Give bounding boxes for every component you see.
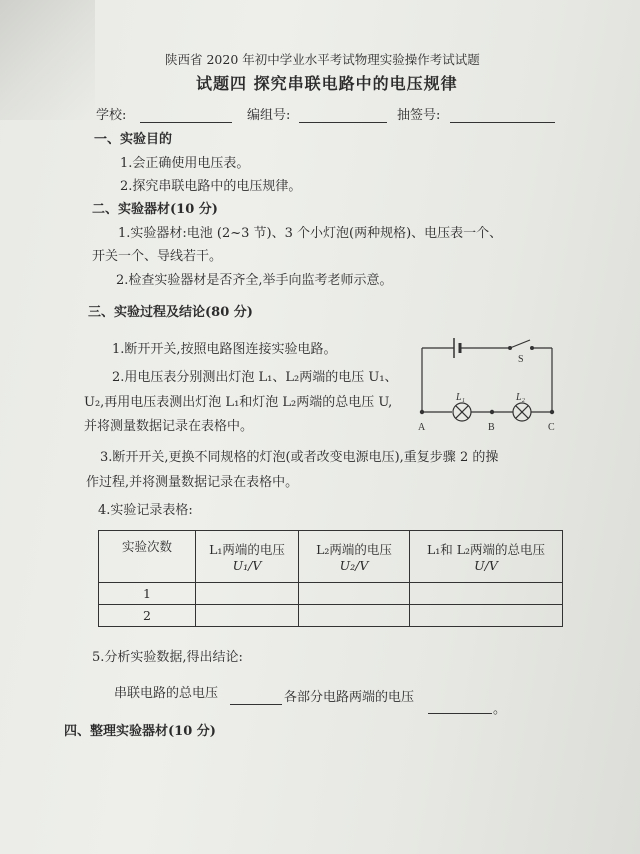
node-b: [490, 410, 494, 414]
group-blank[interactable]: [299, 122, 387, 123]
draw-label: 抽签号:: [397, 108, 441, 123]
switch-blade: [510, 340, 530, 348]
conclusion-blank-1[interactable]: [230, 704, 282, 705]
equipment-line-2: 开关一个、导线若干。: [92, 249, 223, 264]
circuit-diagram: [412, 332, 562, 436]
step-5: 5.分析实验数据,得出结论:: [92, 650, 243, 665]
node-c: [550, 410, 554, 414]
step-3-line-2: 作过程,并将测量数据记录在表格中。: [86, 475, 299, 490]
point-b-label: B: [488, 422, 495, 433]
purpose-item-2: 2.探究串联电路中的电压规律。: [120, 179, 302, 194]
table-cell-u1[interactable]: [196, 583, 299, 605]
point-c-label: C: [548, 422, 555, 433]
table-cell-u[interactable]: [410, 605, 563, 627]
step-4: 4.实验记录表格:: [98, 503, 193, 518]
section-purpose-heading: 一、实验目的: [94, 132, 173, 147]
draw-blank[interactable]: [450, 122, 555, 123]
purpose-item-1: 1.会正确使用电压表。: [120, 156, 250, 171]
table-header-cell: 实验次数: [99, 531, 196, 583]
section-cleanup-heading: 四、整理实验器材(10 分): [64, 724, 216, 739]
switch-label: S: [518, 354, 524, 365]
table-cell-u2[interactable]: [299, 583, 410, 605]
record-table: [98, 530, 563, 627]
school-blank[interactable]: [140, 122, 232, 123]
conclusion-end: 。: [493, 702, 507, 717]
table-row: [99, 605, 563, 627]
group-label: 编组号:: [247, 108, 291, 123]
table-header-cell: L₂两端的电压 U₂/V: [299, 531, 410, 583]
conclusion-text-1: 串联电路的总电压: [114, 686, 219, 701]
conclusion-blank-2[interactable]: [428, 713, 492, 714]
table-cell-trial: 1: [99, 583, 196, 605]
step-2-line-3: 并将测量数据记录在表格中。: [84, 419, 254, 434]
node-a: [420, 410, 424, 414]
step-2-line-2: U₂,再用电压表测出灯泡 L₁和灯泡 L₂两端的总电压 U,: [84, 395, 393, 410]
lamp2-label: L₂: [516, 392, 526, 403]
equipment-check: 2.检查实验器材是否齐全,举手向监考老师示意。: [116, 273, 393, 288]
step-2-line-1: 2.用电压表分别测出灯泡 L₁、L₂两端的电压 U₁、: [112, 370, 398, 385]
section-process-heading: 三、实验过程及结论(80 分): [88, 305, 253, 320]
equipment-line-1: 1.实验器材:电池 (2~3 节)、3 个小灯泡(两种规格)、电压表一个、: [118, 226, 503, 241]
table-cell-u[interactable]: [410, 583, 563, 605]
table-header-cell: L₁两端的电压 U₁/V: [196, 531, 299, 583]
table-header-cell: L₁和 L₂两端的总电压 U/V: [410, 531, 563, 583]
table-cell-u2[interactable]: [299, 605, 410, 627]
exam-header: 陕西省 2020 年初中学业水平考试物理实验操作考试试题: [165, 52, 480, 67]
step-1: 1.断开开关,按照电路图连接实验电路。: [112, 342, 337, 357]
table-cell-trial: 2: [99, 605, 196, 627]
point-a-label: A: [418, 422, 426, 433]
conclusion-text-2: 各部分电路两端的电压: [284, 690, 415, 705]
page-title: 试题四 探究串联电路中的电压规律: [196, 74, 458, 93]
lamp1-label: L₁: [456, 392, 466, 403]
table-row: [99, 583, 563, 605]
table-header-row: [99, 531, 563, 583]
table-cell-u1[interactable]: [196, 605, 299, 627]
school-label: 学校:: [96, 108, 127, 123]
section-equipment-heading: 二、实验器材(10 分): [92, 202, 218, 217]
paper-shadow: [0, 0, 95, 120]
step-3-line-1: 3.断开开关,更换不同规格的灯泡(或者改变电源电压),重复步骤 2 的操: [100, 450, 499, 465]
